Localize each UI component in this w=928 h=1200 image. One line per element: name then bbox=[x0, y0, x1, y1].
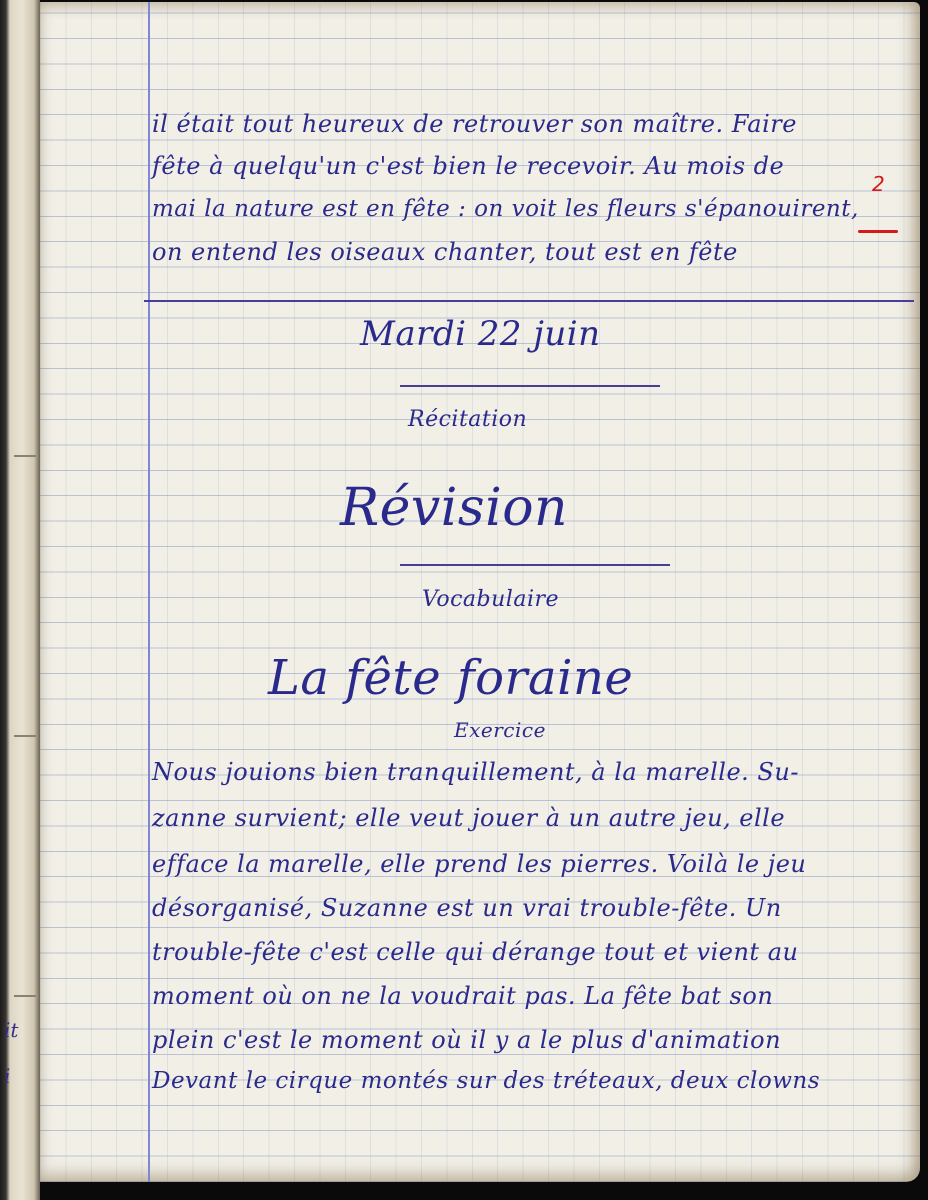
left-page-fragment: it bbox=[4, 1018, 19, 1042]
paragraph-line: fête à quelqu'un c'est bien le recevoir. Au mois de bbox=[152, 152, 785, 180]
exercise-line: trouble-fête c'est celle qui dérange tout et vient au bbox=[152, 938, 799, 966]
notebook-page bbox=[40, 2, 920, 1182]
exercise-line: efface la marelle, elle prend les pierres. Voilà le jeu bbox=[152, 850, 807, 878]
correction-underline bbox=[858, 230, 898, 233]
exercise-line: désorganisé, Suzanne est un vrai trouble-fête. Un bbox=[152, 894, 782, 922]
paragraph-line: il était tout heureux de retrouver son maître. Faire bbox=[152, 110, 797, 138]
binding-stitch bbox=[14, 455, 36, 457]
exercise-line: plein c'est le moment où il y a le plus d'animation bbox=[152, 1026, 782, 1054]
paragraph-line: on entend les oiseaux chanter, tout est en fête bbox=[152, 238, 738, 266]
paragraph-line: mai la nature est en fête : on voit les fleurs s'épanouirent, bbox=[152, 196, 859, 222]
exercise-label: Exercice bbox=[454, 718, 546, 742]
left-page-fragment: i bbox=[4, 1064, 11, 1088]
exercise-line: Nous jouions bien tranquillement, à la marelle. Su- bbox=[152, 758, 799, 786]
heading-underline bbox=[400, 385, 660, 387]
binding-stitch bbox=[14, 995, 36, 997]
revision-title: Révision bbox=[340, 478, 569, 538]
recitation-label: Récitation bbox=[408, 407, 528, 432]
heading-underline bbox=[400, 564, 670, 566]
exercise-line: moment où on ne la voudrait pas. La fête bat son bbox=[152, 982, 774, 1010]
section-divider bbox=[144, 300, 914, 302]
binding-stitch bbox=[14, 735, 36, 737]
exercise-line: Devant le cirque montés sur des tréteaux, deux clowns bbox=[152, 1068, 821, 1094]
exercise-line: zanne survient; elle veut jouer à un autre jeu, elle bbox=[152, 804, 786, 832]
margin-line bbox=[148, 2, 150, 1182]
vocabulary-label: Vocabulaire bbox=[422, 587, 560, 612]
date-heading: Mardi 22 juin bbox=[360, 314, 601, 354]
correction-mark: 2 bbox=[872, 172, 885, 196]
topic-title: La fête foraine bbox=[268, 650, 634, 706]
